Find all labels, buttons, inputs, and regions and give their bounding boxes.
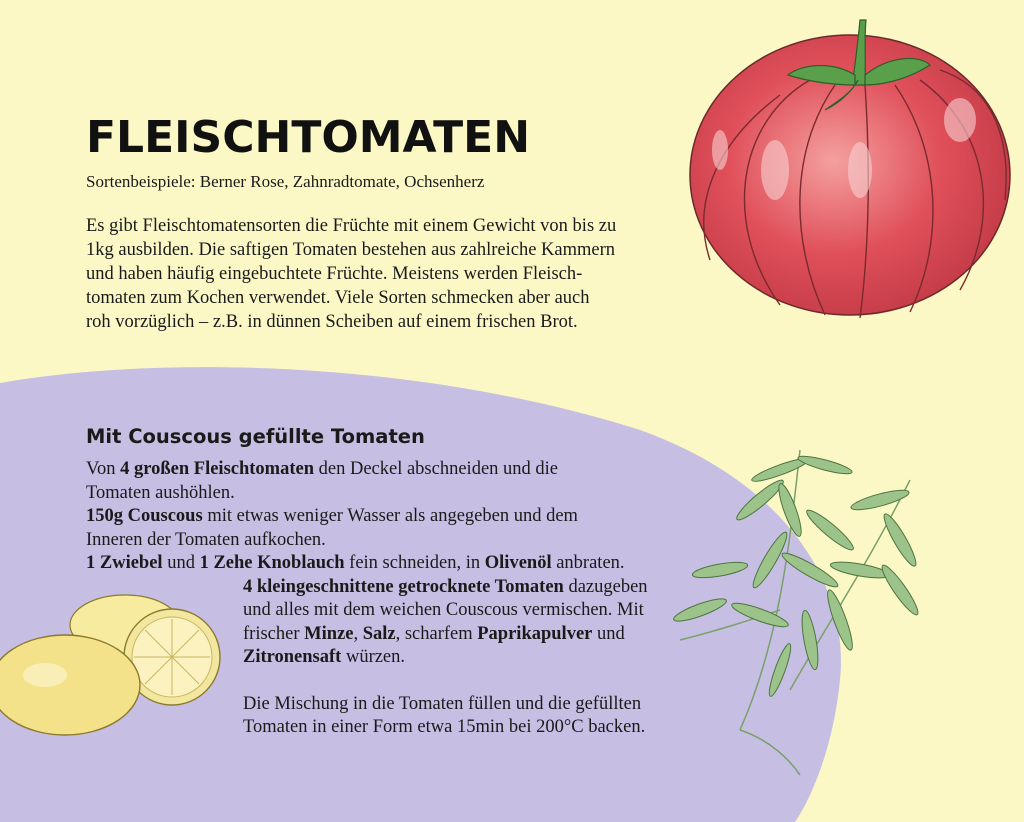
intro-line: Es gibt Fleischtomatensorten die Früchte mit einem Gewicht von bis zu (86, 216, 617, 236)
intro-line: 1kg ausbilden. Die saftigen Tomaten bestehen aus zahlreiche Kammern (86, 240, 616, 260)
recipe-line: Inneren der Tomaten aufkochen. (86, 529, 326, 550)
intro-paragraph (86, 214, 646, 334)
recipe-title: Mit Couscous gefüllte Tomaten (86, 425, 425, 448)
intro-line: und haben häufig eingebuchtete Früchte. Meistens werden Fleisch- (86, 264, 583, 284)
variety-examples: Sortenbeispiele: Berner Rose, Zahnradtomate, Ochsenherz (86, 172, 485, 191)
intro-line: tomaten zum Kochen verwendet. Viele Sorten schmecken aber auch (86, 288, 590, 308)
tomato-illustration (660, 0, 1024, 330)
herb-illustration (660, 440, 980, 780)
recipe-line: frischer Minze, Salz, scharfem Paprikapulver und (243, 623, 625, 644)
recipe-text (86, 458, 686, 740)
recipe-line: 4 kleingeschnittene getrocknete Tomaten dazugeben (243, 576, 648, 597)
recipe-line: 1 Zwiebel und 1 Zehe Knoblauch fein schneiden, in Olivenöl anbraten. (86, 553, 625, 573)
intro-line: roh vorzüglich – z.B. in dünnen Scheiben auf einem frischen Brot. (86, 312, 578, 332)
recipe-line: Tomaten in einer Form etwa 15min bei 200°C backen. (243, 717, 646, 737)
recipe-line: Zitronensaft würzen. (243, 647, 406, 667)
recipe-line: 150g Couscous mit etwas weniger Wasser als angegeben und dem (86, 506, 578, 526)
page-title: FLEISCHTOMATEN (86, 112, 531, 163)
recipe-line: Von 4 großen Fleischtomaten den Deckel abschneiden und die (86, 459, 559, 479)
recipe-line: und alles mit dem weichen Couscous vermischen. Mit (243, 600, 644, 620)
recipe-line: Tomaten aushöhlen. (86, 482, 235, 503)
recipe-line: Die Mischung in die Tomaten füllen und die gefüllten (243, 693, 642, 714)
